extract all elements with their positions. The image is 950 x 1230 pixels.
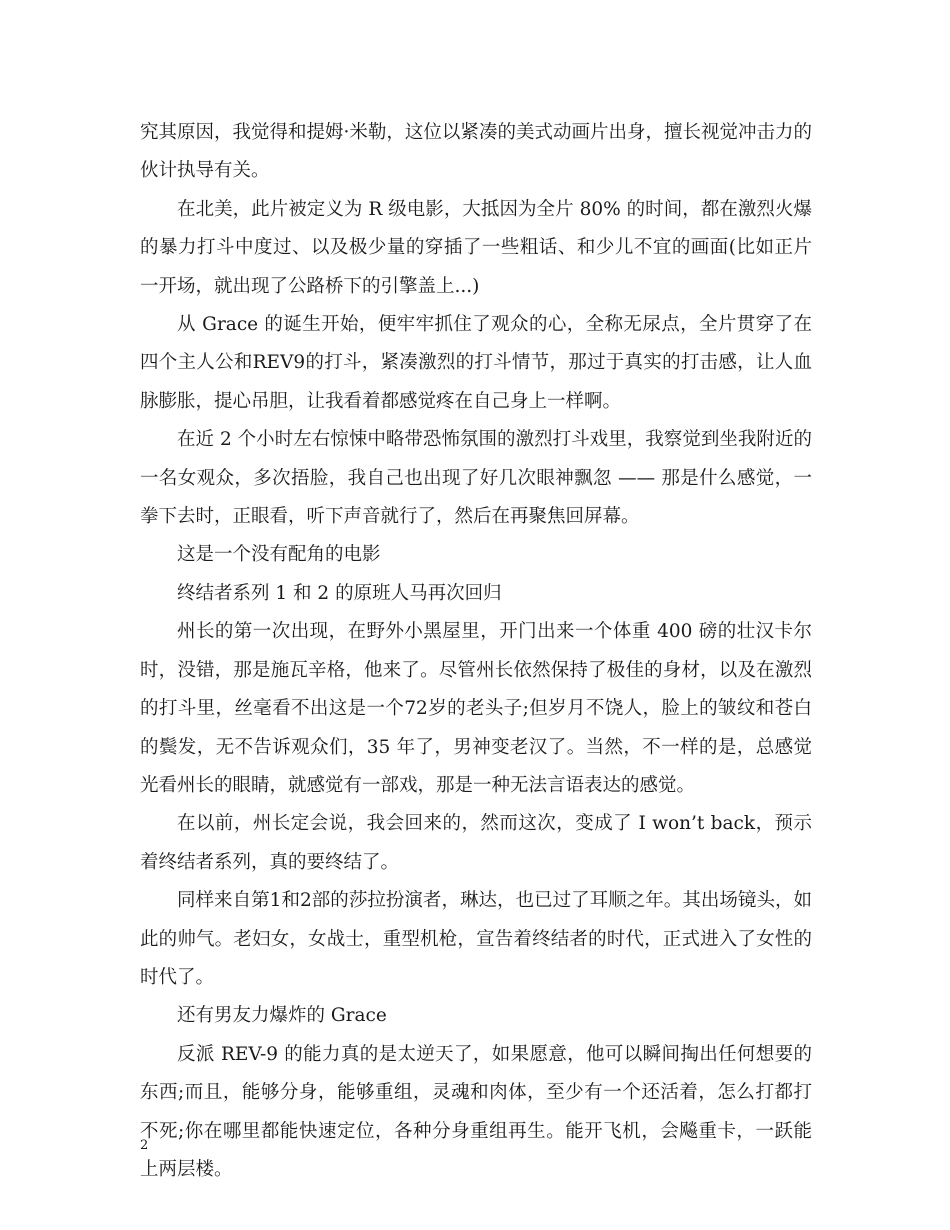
paragraph-5-heading: 这是一个没有配角的电影 [177, 544, 381, 566]
paragraph-4: 在近 2 个小时左右惊悚中略带恐怖氛围的激烈打斗戏里，我察觉到坐我附近的一名女观众，多次捂脸，我自己也出现了好几次眼神飘忽 —— 那是什么感觉，一拳下去时，正眼看，听下声音就行了，然后在再聚焦回屏幕。 [140, 429, 812, 528]
paragraph-1: 究其原因，我觉得和提姆·米勒，这位以紧凑的美式动画片出身，擅长视觉冲击力的伙计执导有关。 [140, 122, 812, 182]
paragraph-8: 在以前，州长定会说，我会回来的，然而这次，变成了 I won’t back，预示着终结者系列，真的要终结了。 [140, 813, 812, 873]
paragraph-3: 从 Grace 的诞生开始，便牢牢抓住了观众的心，全称无尿点，全片贯穿了在四个主人公和REV9的打斗，紧凑激烈的打斗情节，那过于真实的打击感，让人血脉膨胀，提心吊胆，让我看着都感觉疼在自己身上一样啊。 [140, 314, 812, 412]
paragraph-7: 州长的第一次出现，在野外小黑屋里，开门出来一个体重 400 磅的壮汉卡尔时，没错，那是施瓦辛格，他来了。尽管州长依然保持了极佳的身材，以及在激烈的打斗里，丝毫看不出这是一个72岁的老头子;但岁月不饶人，脸上的皱纹和苍白的鬓发，无不告诉观众们，35 年了，男神变老汉了。当然，不一样的是，总感觉光看州长的眼睛，就感觉有一部戏，那是一种无法言语表达的感觉。 [140, 621, 812, 796]
paragraph-11: 反派 REV-9 的能力真的是太逆天了，如果愿意，他可以瞬间掏出任何想要的东西;而且，能够分身，能够重组，灵魂和肉体，至少有一个还活着，怎么打都打不死;你在哪里都能快速定位，各种分身重组再生。能开飞机，会飚重卡，一跃能上两层楼。 [140, 1043, 812, 1180]
article-body [140, 114, 812, 1189]
page-number: 2 [140, 1138, 149, 1153]
paragraph-2: 在北美，此片被定义为 R 级电影，大抵因为全片 80% 的时间，都在激烈火爆的暴力打斗中度过、以及极少量的穿插了一些粗话、和少儿不宜的画面(比如正片一开场，就出现了公路桥下的引擎盖上...) [140, 198, 812, 297]
paragraph-9: 同样来自第1和2部的莎拉扮演者，琳达，也已过了耳顺之年。其出场镜头，如此的帅气。老妇女，女战士，重型机枪，宣告着终结者的时代，正式进入了女性的时代了。 [140, 890, 812, 988]
paragraph-10-heading: 还有男友力爆炸的 Grace [177, 1005, 387, 1027]
paragraph-6-heading: 终结者系列 1 和 2 的原班人马再次回归 [177, 582, 502, 604]
